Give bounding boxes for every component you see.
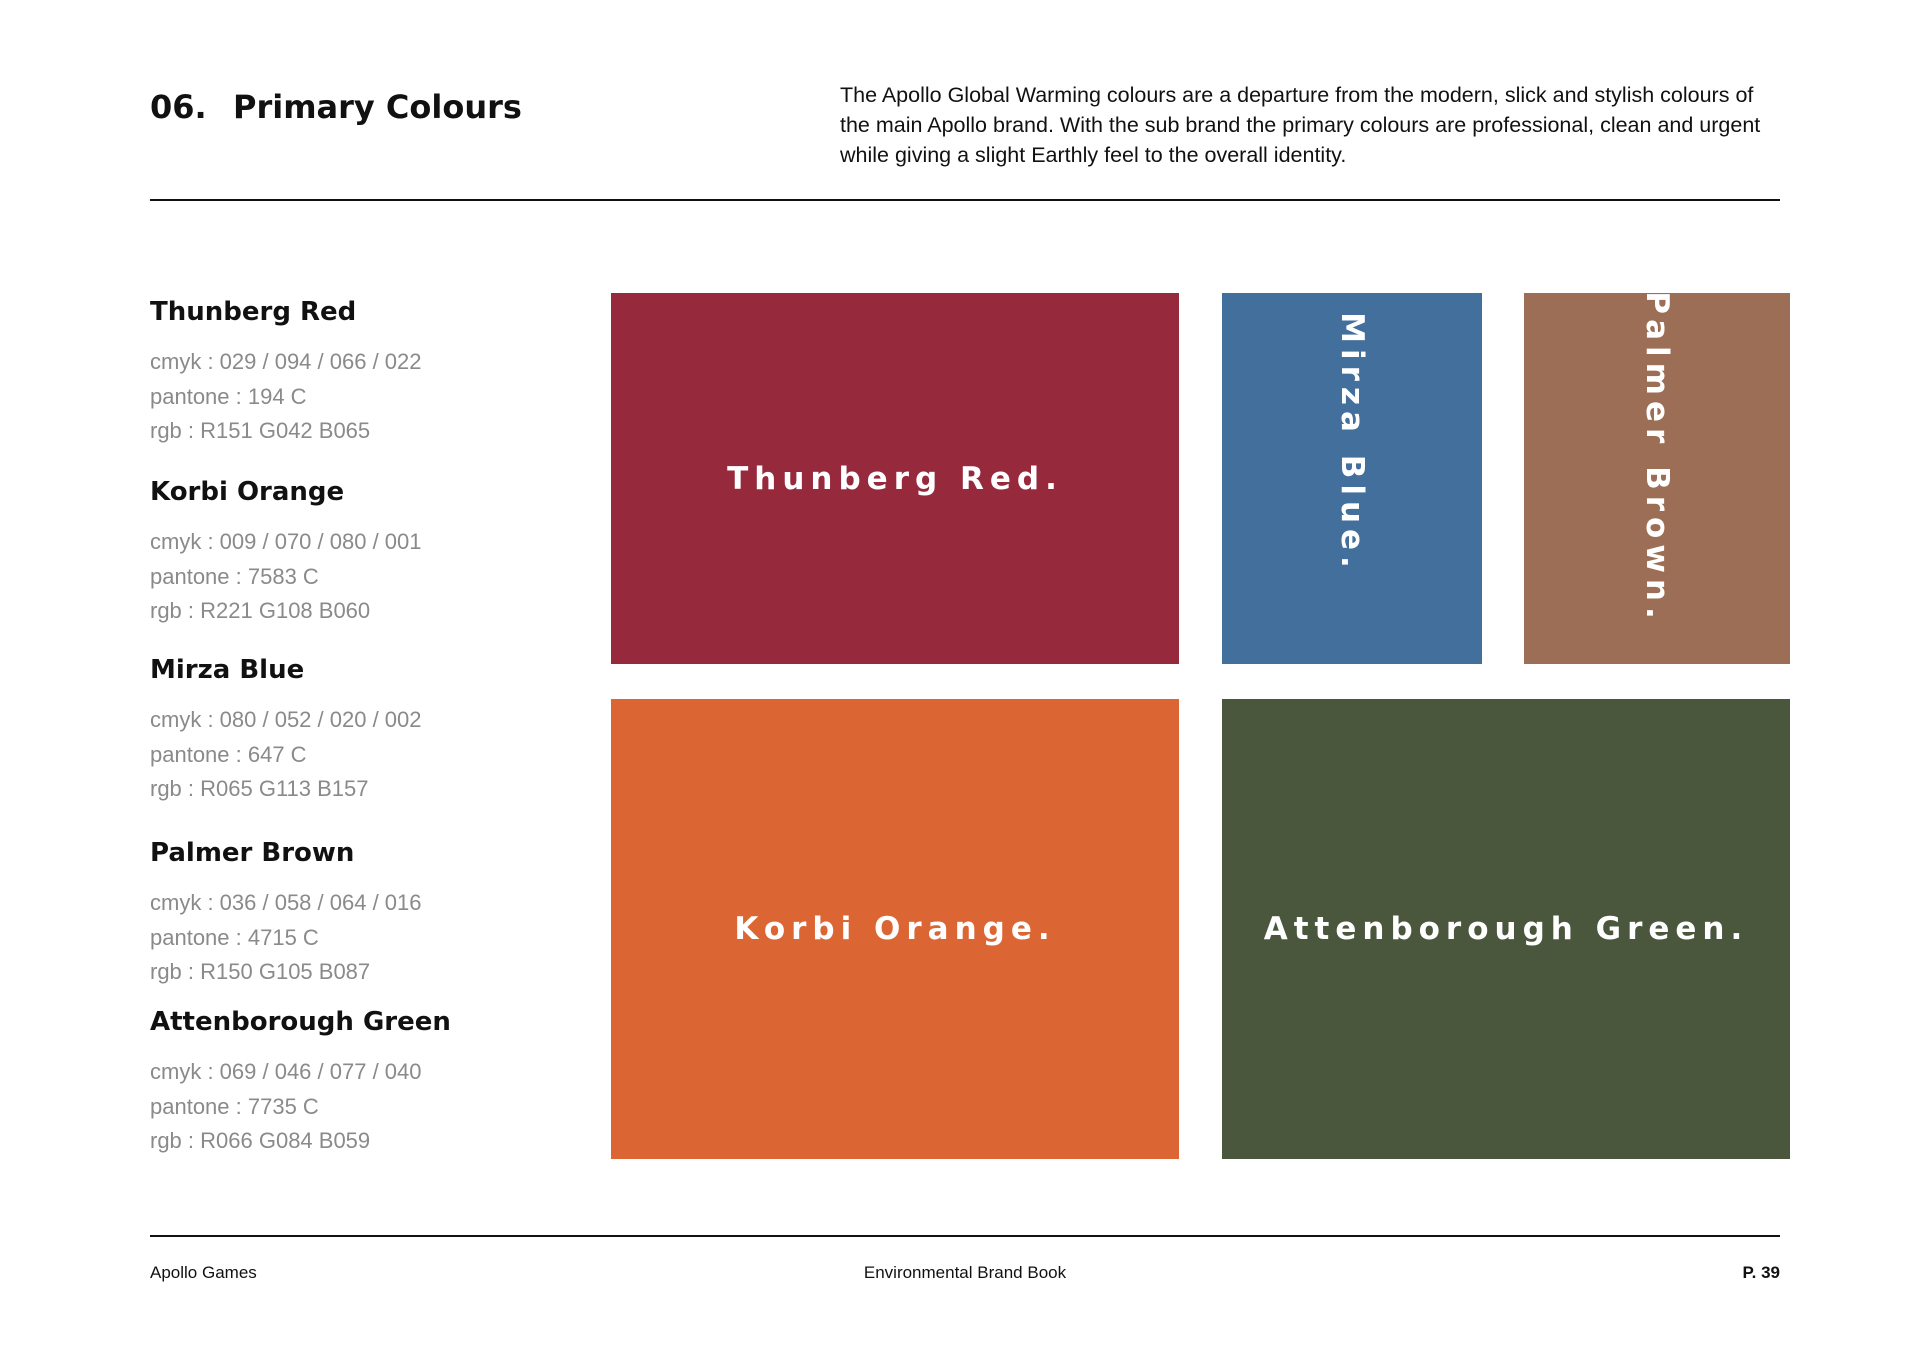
page-number: P. 39 [1742,1263,1780,1282]
colour-name: Thunberg Red [150,297,357,327]
cmyk-value: cmyk : 036 / 058 / 064 / 016 [150,890,422,915]
colour-spec-korbi-orange [150,475,570,629]
colour-name: Attenborough Green [150,1007,451,1037]
intro-paragraph: The Apollo Global Warming colours are a departure from the modern, slick and stylish colours of the main Apollo brand. With the sub brand the primary colours are professional, clean and urgent while giving a slight Earthly feel to the overall identity. [840,83,1761,167]
colour-name: Palmer Brown [150,838,355,868]
footer-document-title: Environmental Brand Book [863,1263,1067,1282]
swatch-label: Mirza Blue. [1334,312,1370,574]
pantone-value: pantone : 194 C [150,383,307,409]
swatch-palmer-brown [1524,293,1790,664]
pantone-value: pantone : 4715 C [150,924,319,950]
rgb-value: rgb : R150 G105 B087 [150,959,371,984]
rgb-value: rgb : R065 G113 B157 [150,776,369,801]
colour-spec-mirza-blue [150,653,570,807]
swatch-label: Attenborough Green. [1263,911,1749,947]
swatch-thunberg-red [611,293,1179,664]
cmyk-value: cmyk : 009 / 070 / 080 / 001 [150,529,422,554]
pantone-value: pantone : 7583 C [150,563,319,589]
pantone-value: pantone : 647 C [150,741,307,767]
pantone-value: pantone : 7735 C [150,1093,319,1119]
colour-spec-attenborough-green [150,1005,570,1159]
colour-spec-thunberg-red [150,295,570,449]
page-header [150,80,1780,200]
colour-spec-palmer-brown [150,836,570,990]
swatch-label: Palmer Brown. [1639,291,1676,625]
bottom-divider [150,1235,1780,1237]
top-divider [150,199,1780,201]
swatch-label: Thunberg Red. [727,460,1063,497]
rgb-value: rgb : R066 G084 B059 [150,1128,371,1153]
page-title: Primary Colours [233,88,522,126]
swatch-korbi-orange [611,699,1179,1159]
swatch-attenborough-green [1222,699,1790,1159]
swatch-mirza-blue [1222,293,1482,664]
cmyk-value: cmyk : 029 / 094 / 066 / 022 [150,349,422,374]
rgb-value: rgb : R151 G042 B065 [150,418,371,443]
colour-name: Korbi Orange [150,477,345,507]
colour-name: Mirza Blue [150,655,305,685]
footer-company: Apollo Games [150,1263,257,1282]
cmyk-value: cmyk : 080 / 052 / 020 / 002 [150,707,422,732]
swatch-label: Korbi Orange. [734,911,1056,947]
rgb-value: rgb : R221 G108 B060 [150,598,371,623]
cmyk-value: cmyk : 069 / 046 / 077 / 040 [150,1059,422,1084]
section-number: 06. [150,88,207,126]
